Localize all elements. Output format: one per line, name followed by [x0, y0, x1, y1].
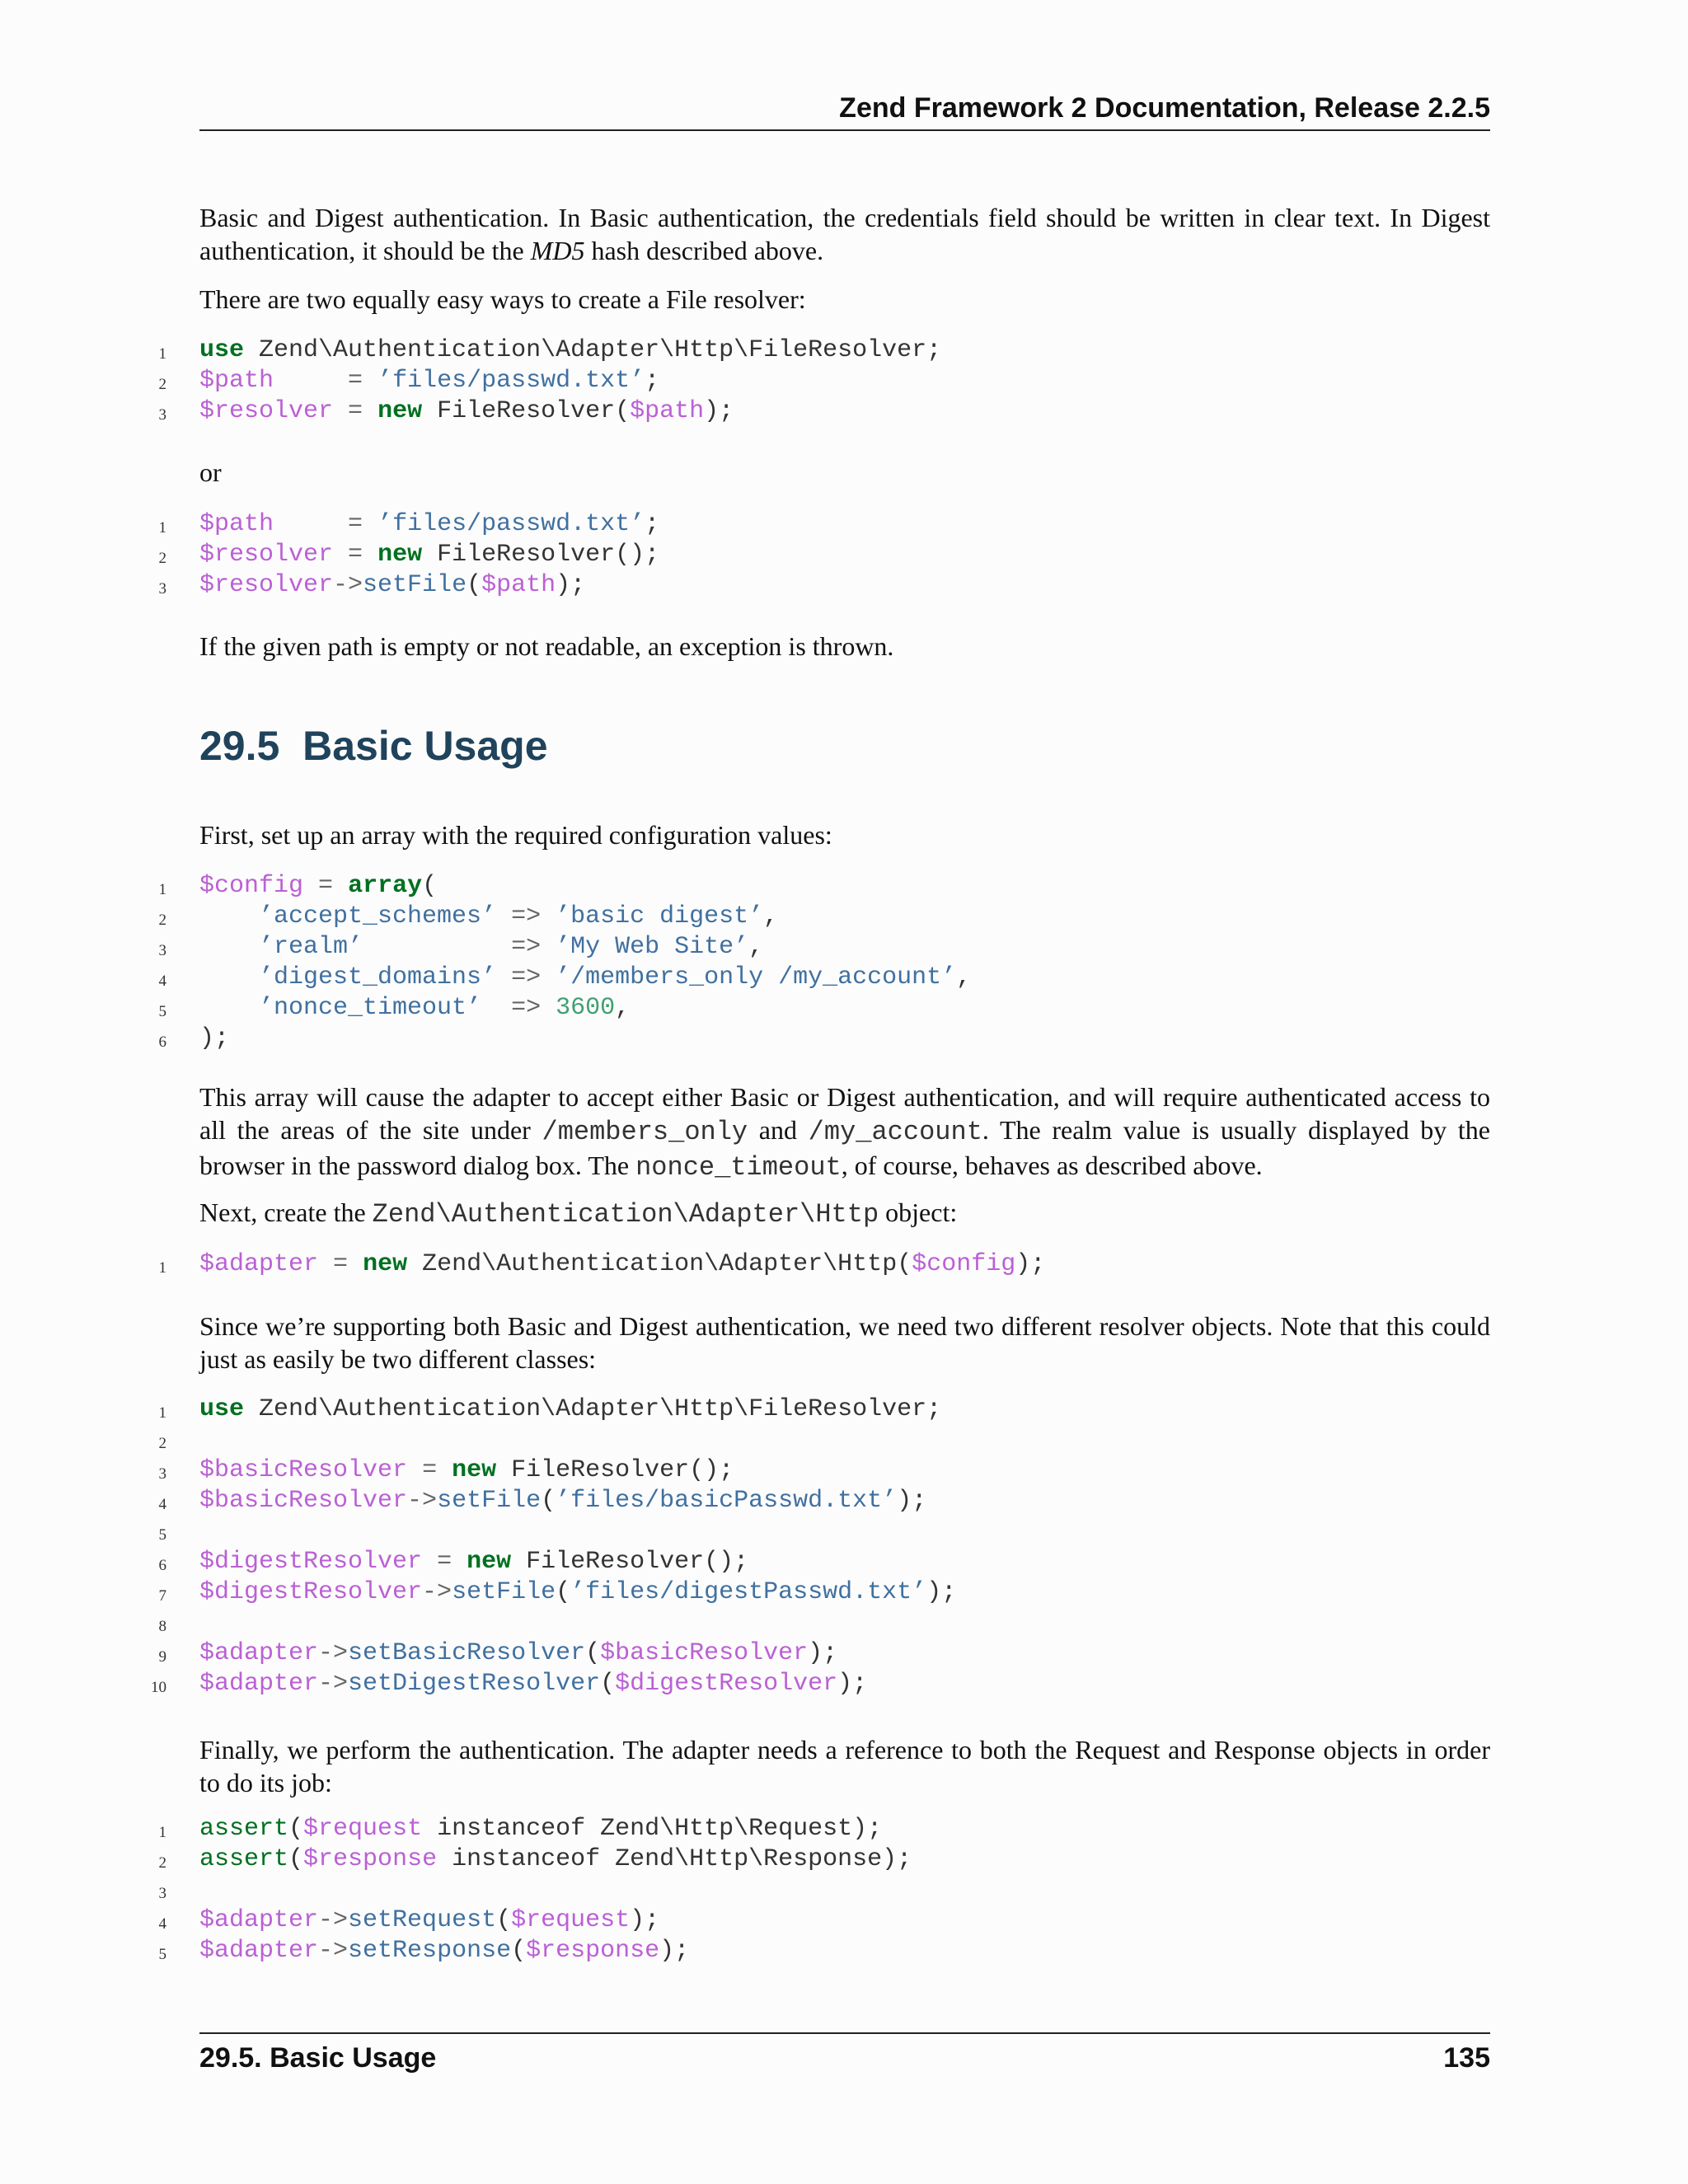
footer-rule [199, 2032, 1490, 2034]
line-number: 5 [158, 1003, 166, 1020]
line-number: 1 [158, 881, 166, 898]
code-line [0, 1638, 1688, 1669]
code-text: $resolver->setFile($path); [199, 571, 586, 599]
code-text: $basicResolver = new FileResolver(); [199, 1456, 734, 1484]
paragraph-exception: If the given path is empty or not readable, an exception is thrown. [199, 631, 894, 661]
code-text: assert($request instanceof Zend\Http\Request); [199, 1815, 883, 1843]
running-footer [199, 2042, 1490, 2074]
code-line [0, 1669, 1688, 1699]
paragraph-authenticate: Finally, we perform the authentication. The adapter needs a reference to both the Request and Response objects in order to do its job: [199, 1735, 1490, 1797]
code-text: ); [199, 1024, 230, 1052]
code-line [0, 396, 1688, 427]
code-text: ’accept_schemes’ => ’basic digest’, [259, 902, 779, 930]
line-number: 3 [158, 580, 166, 598]
page-number: 135 [1443, 2042, 1490, 2074]
code-line [0, 335, 1688, 366]
line-number: 1 [158, 1824, 166, 1841]
code-text: $digestResolver->setFile(’files/digestPasswd.txt’); [199, 1578, 957, 1606]
paragraph-file-resolver: There are two equally easy ways to create a File resolver: [199, 284, 806, 314]
code-line [0, 932, 1688, 963]
footer-section: 29.5. Basic Usage [199, 2042, 437, 2074]
code-line [0, 1516, 1688, 1547]
code-line [0, 509, 1688, 540]
code-text: $adapter->setRequest($request); [199, 1906, 660, 1934]
paragraph-config: First, set up an array with the required configuration values: [199, 820, 832, 850]
code-line [0, 1905, 1688, 1936]
code-text: $adapter->setDigestResolver($digestResolver); [199, 1670, 868, 1698]
line-number: 3 [158, 942, 166, 959]
line-number: 4 [158, 1496, 166, 1513]
line-number: 2 [158, 550, 166, 567]
code-text: $basicResolver->setFile(’files/basicPasswd.txt’); [199, 1487, 927, 1515]
line-number: 1 [158, 345, 166, 363]
code-line [0, 993, 1688, 1024]
line-number: 7 [158, 1587, 166, 1605]
code-line [0, 871, 1688, 902]
code-text: $resolver = new FileResolver(); [199, 541, 660, 569]
code-text: $adapter->setBasicResolver($basicResolver); [199, 1639, 838, 1667]
paragraph-intro: Basic and Digest authentication. In Basic authentication, the credentials field should be written in clear text. In Digest authentication, it should be the MD5 hash described above. [199, 203, 1490, 265]
paragraph-resolvers: Since we’re supporting both Basic and Digest authentication, we need two different resolver objects. Note that this could just as easily be two different classes: [199, 1311, 1490, 1374]
line-number: 6 [158, 1557, 166, 1574]
code-line [0, 1024, 1688, 1054]
line-number: 3 [158, 1885, 166, 1902]
code-line [0, 902, 1688, 932]
code-line [0, 1844, 1688, 1875]
line-number: 3 [158, 1465, 166, 1483]
code-line [0, 1814, 1688, 1844]
code-text: use Zend\Authentication\Adapter\Http\FileResolver; [199, 336, 942, 364]
code-line [0, 963, 1688, 993]
code-line [0, 1455, 1688, 1486]
line-number: 2 [158, 1854, 166, 1872]
code-text: use Zend\Authentication\Adapter\Http\FileResolver; [199, 1395, 942, 1423]
section-heading: 29.5 Basic Usage [199, 723, 548, 769]
code-line [0, 540, 1688, 570]
code-line [0, 1249, 1688, 1280]
line-number: 1 [158, 519, 166, 537]
code-text: ’digest_domains’ => ’/members_only /my_account’, [259, 963, 972, 991]
code-line [0, 1577, 1688, 1608]
line-number: 2 [158, 1435, 166, 1452]
header-rule [199, 129, 1490, 131]
code-text: $config = array( [199, 872, 438, 900]
code-line [0, 1394, 1688, 1425]
code-block [0, 871, 1688, 1054]
code-text: $path = ’files/passwd.txt’; [199, 510, 660, 538]
paragraph-create-adapter: Next, create the Zend\Authentication\Adapter\Http object: [199, 1197, 958, 1230]
line-number: 1 [158, 1259, 166, 1277]
code-line [0, 1425, 1688, 1455]
line-number: 4 [158, 1915, 166, 1933]
code-text: $path = ’files/passwd.txt’; [199, 367, 660, 395]
code-text: $adapter = new Zend\Authentication\Adapter\Http($config); [199, 1250, 1046, 1278]
code-line [0, 1486, 1688, 1516]
line-number: 3 [158, 406, 166, 424]
code-block [0, 1394, 1688, 1699]
line-number: 6 [158, 1033, 166, 1051]
code-text: $resolver = new FileResolver($path); [199, 397, 734, 425]
code-line [0, 1936, 1688, 1966]
code-block [0, 509, 1688, 601]
code-block [0, 1249, 1688, 1280]
code-text: $adapter->setResponse($response); [199, 1937, 690, 1965]
line-number: 9 [158, 1648, 166, 1666]
code-text: $digestResolver = new FileResolver(); [199, 1548, 749, 1576]
running-header: Zend Framework 2 Documentation, Release 2.2.5 [839, 92, 1490, 124]
line-number: 1 [158, 1404, 166, 1422]
line-number: 5 [158, 1526, 166, 1544]
code-block [0, 335, 1688, 427]
line-number: 2 [158, 376, 166, 393]
code-line [0, 1875, 1688, 1905]
code-line [0, 1608, 1688, 1638]
paragraph-array-explain: This array will cause the adapter to accept either Basic or Digest authentication, and will require authenticated access to all the areas of the site under /members_only and /my_account. The realm value is usually displayed by the browser in the password dialog box. The nonce_timeout, of course, behaves as described above. [199, 1082, 1491, 1183]
code-text: ’realm’ => ’My Web Site’, [259, 933, 764, 961]
code-text: assert($response instanceof Zend\Http\Response); [199, 1845, 912, 1873]
line-number: 10 [151, 1679, 166, 1696]
line-number: 2 [158, 912, 166, 929]
code-text: ’nonce_timeout’ => 3600, [259, 994, 631, 1022]
code-block [0, 1814, 1688, 1966]
code-line [0, 366, 1688, 396]
code-line [0, 1547, 1688, 1577]
code-line [0, 570, 1688, 601]
paragraph-or: or [199, 457, 222, 487]
line-number: 8 [158, 1618, 166, 1635]
line-number: 5 [158, 1946, 166, 1963]
line-number: 4 [158, 972, 166, 990]
